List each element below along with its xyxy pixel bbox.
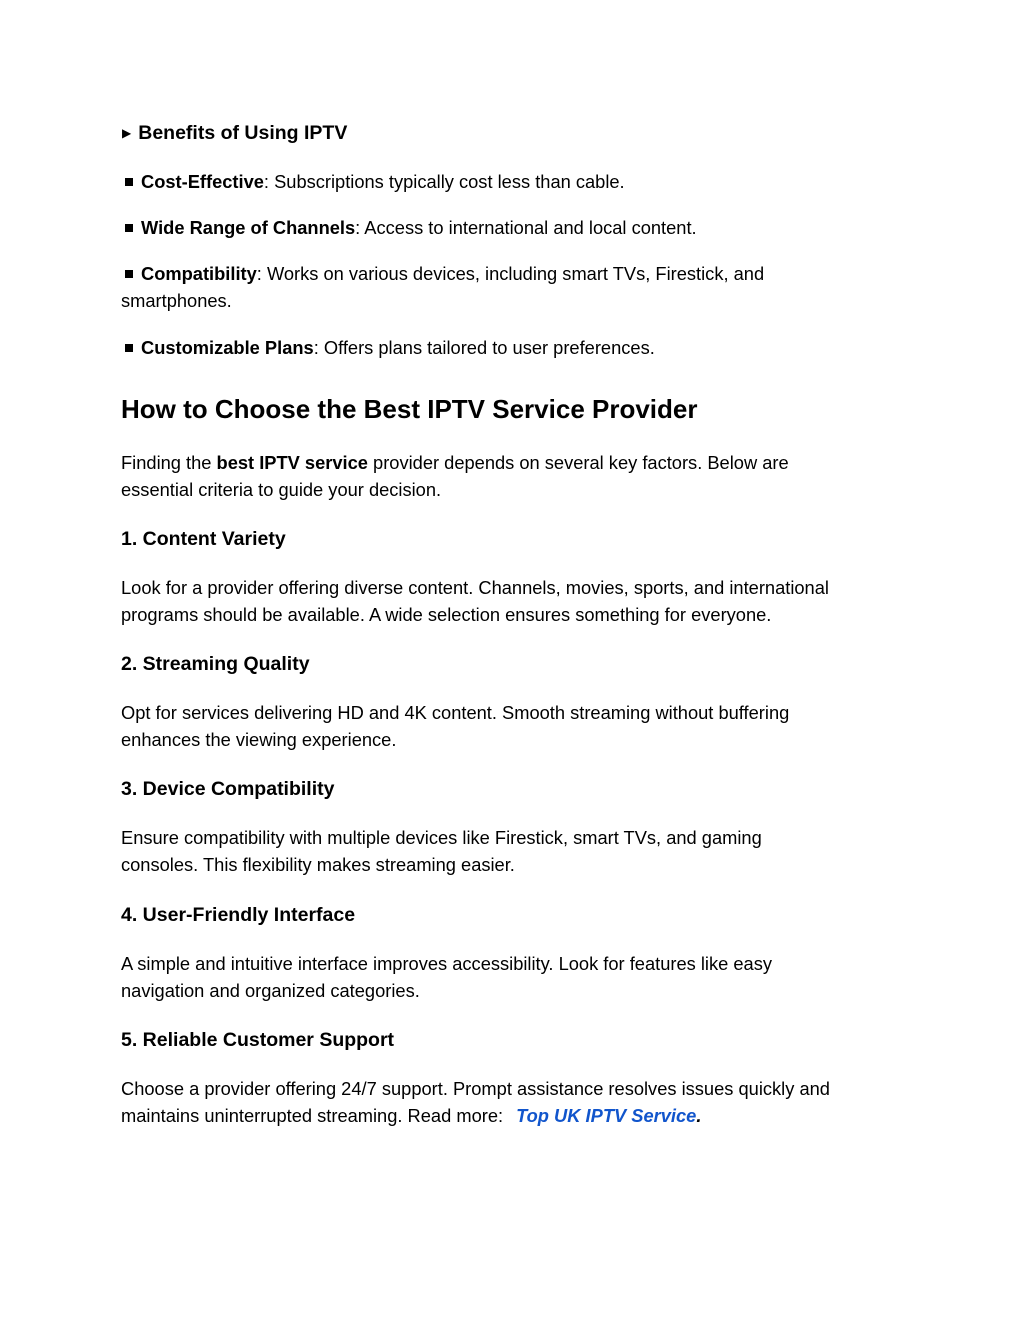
square-bullet-icon bbox=[125, 178, 133, 186]
benefit-item bbox=[121, 214, 697, 241]
benefit-item-continuation: smartphones. bbox=[121, 290, 232, 311]
criterion-text: enhances the viewing experience. bbox=[121, 729, 397, 750]
criterion-text-with-link bbox=[121, 1102, 701, 1129]
criterion-text: A simple and intuitive interface improves accessibility. Look for features like easy bbox=[121, 953, 772, 974]
square-bullet-icon bbox=[125, 344, 133, 352]
criterion-heading: 4. User-Friendly Interface bbox=[121, 904, 356, 926]
read-more-link-label[interactable]: Top UK IPTV Service bbox=[516, 1105, 697, 1126]
triangle-right-icon: ▶ bbox=[122, 126, 132, 140]
benefits-heading bbox=[121, 120, 347, 146]
benefit-term: Cost-Effective bbox=[141, 171, 264, 192]
benefit-item bbox=[121, 334, 655, 361]
intro-bold-text: best IPTV service bbox=[216, 452, 368, 473]
criterion-text: Look for a provider offering diverse content. Channels, movies, sports, and international bbox=[121, 577, 829, 598]
benefits-heading-text: Benefits of Using IPTV bbox=[138, 122, 348, 144]
benefit-desc: : Offers plans tailored to user preferences. bbox=[313, 337, 655, 358]
criterion-text: Ensure compatibility with multiple devices like Firestick, smart TVs, and gaming bbox=[121, 827, 762, 848]
criterion-heading: 2. Streaming Quality bbox=[121, 653, 310, 675]
read-more-link-trailing: . bbox=[696, 1105, 702, 1126]
read-more-link[interactable] bbox=[516, 1105, 701, 1126]
criterion-text: Choose a provider offering 24/7 support. Prompt assistance resolves issues quickly and bbox=[121, 1078, 830, 1099]
criterion-heading: 3. Device Compatibility bbox=[121, 778, 335, 800]
criterion-heading: 1. Content Variety bbox=[121, 528, 286, 550]
criterion-text: navigation and organized categories. bbox=[121, 980, 420, 1001]
intro-text: provider depends on several key factors. Below are bbox=[367, 452, 789, 473]
criterion-text: consoles. This flexibility makes streaming easier. bbox=[121, 854, 515, 875]
section-title: How to Choose the Best IPTV Service Provider bbox=[121, 394, 698, 424]
benefit-term: Compatibility bbox=[141, 263, 257, 284]
benefit-term: Wide Range of Channels bbox=[141, 217, 356, 238]
benefit-desc: : Works on various devices, including smart TVs, Firestick, and bbox=[256, 263, 765, 284]
benefit-desc: : Access to international and local content. bbox=[355, 217, 697, 238]
benefit-desc: : Subscriptions typically cost less than cable. bbox=[263, 171, 625, 192]
criterion-text: Opt for services delivering HD and 4K content. Smooth streaming without buffering bbox=[121, 702, 790, 723]
intro-line-2: essential criteria to guide your decision. bbox=[121, 479, 442, 500]
criterion-heading: 5. Reliable Customer Support bbox=[121, 1029, 395, 1051]
benefit-term: Customizable Plans bbox=[141, 337, 314, 358]
intro-line-1 bbox=[121, 449, 789, 476]
criterion-text: programs should be available. A wide selection ensures something for everyone. bbox=[121, 604, 772, 625]
square-bullet-icon bbox=[125, 224, 133, 232]
intro-text: Finding the bbox=[121, 452, 217, 473]
square-bullet-icon bbox=[125, 270, 133, 278]
benefit-item bbox=[121, 168, 625, 195]
criterion-text: maintains uninterrupted streaming. Read more: bbox=[121, 1105, 509, 1126]
benefit-item bbox=[121, 260, 764, 287]
